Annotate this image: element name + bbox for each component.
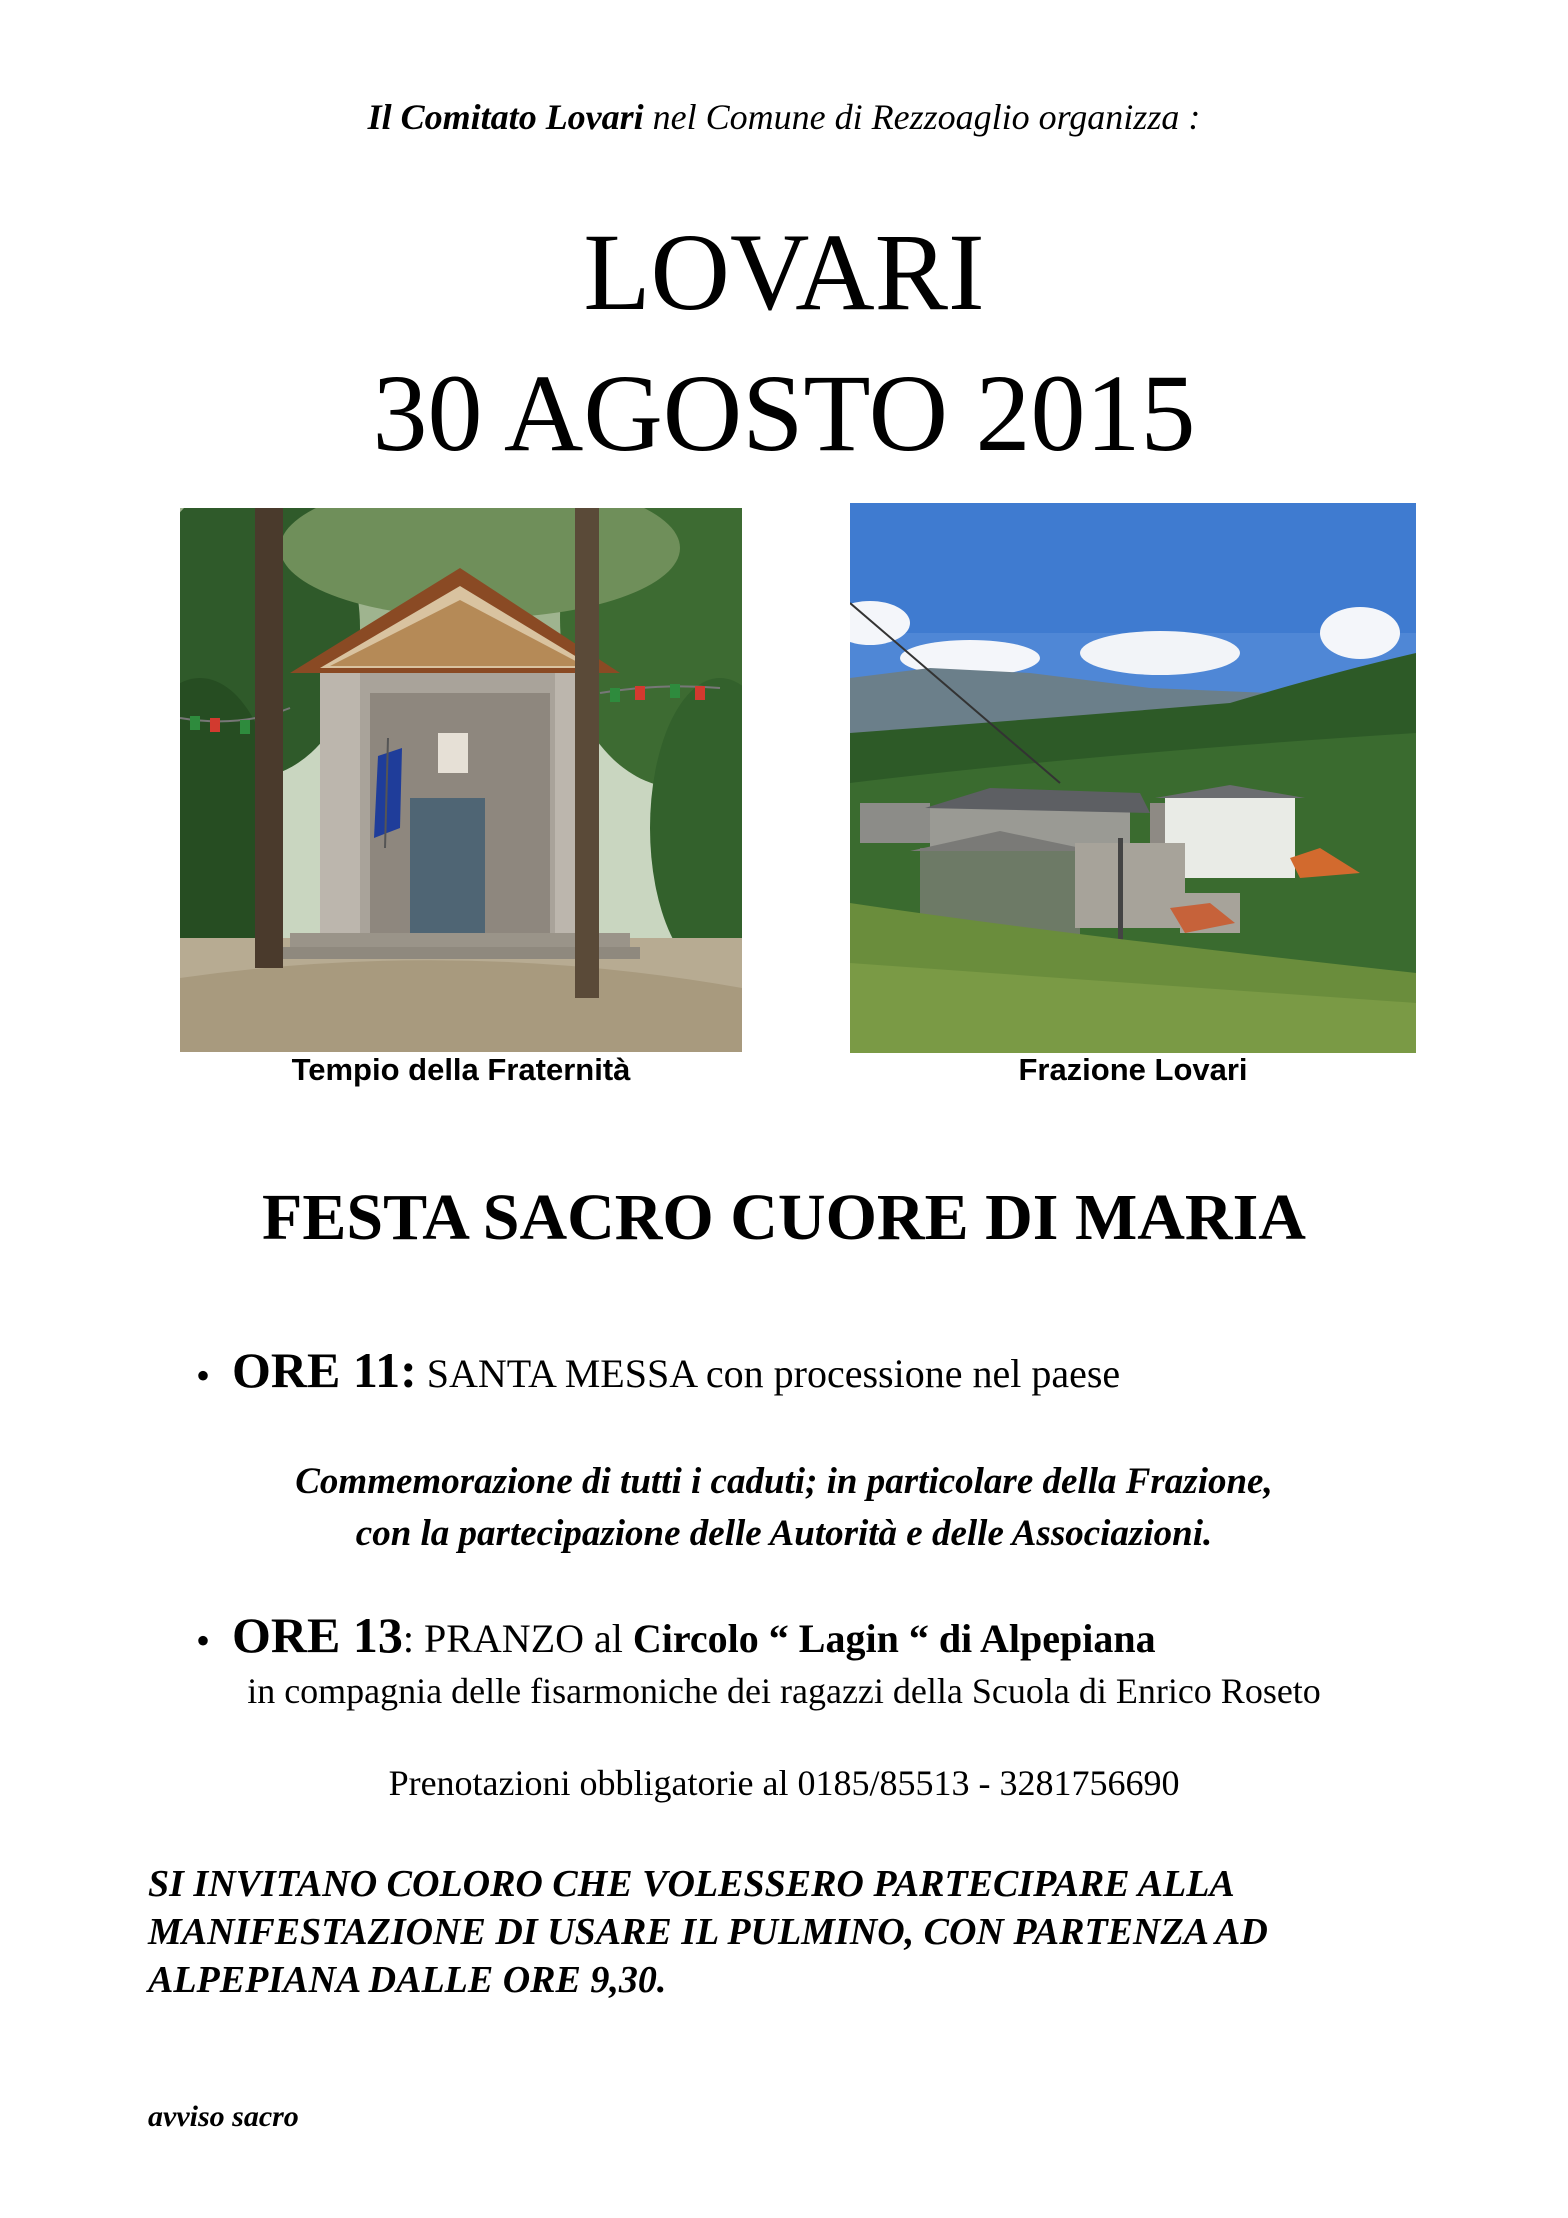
item-time: ORE 11: [232, 1342, 417, 1398]
festa-title: FESTA SACRO CUORE DI MARIA [262, 1181, 1306, 1254]
village-caption: Frazione Lovari [1018, 1052, 1248, 1087]
organizer-rest: nel Comune di Rezzoaglio organizza : [643, 97, 1201, 137]
commemoration-note [0, 1456, 1568, 1560]
organizer-line [0, 96, 1568, 138]
bullet-icon: • [196, 1618, 211, 1664]
invitation-line-2: MANIFESTAZIONE DI USARE IL PULMINO, CON PARTENZA AD [148, 1911, 1268, 1953]
invitation-line-1: SI INVITANO COLORO CHE VOLESSERO PARTECIPARE ALLA [148, 1863, 1235, 1905]
temple-photo [180, 508, 742, 1052]
invitation-line-3: ALPEPIANA DALLE ORE 9,30. [148, 1959, 667, 2001]
invitation-notice [148, 1860, 1468, 2004]
program-item-13 [196, 1606, 1156, 1664]
event-date: 30 AGOSTO 2015 [372, 352, 1196, 474]
venue-name: Circolo “ Lagin “ di Alpepiana [632, 1616, 1156, 1661]
organizer-name: Il Comitato Lovari [367, 97, 644, 137]
commemoration-line-1: Commemorazione di tutti i caduti; in particolare della Frazione, [295, 1461, 1273, 1502]
village-photo [850, 503, 1416, 1053]
footer-note: avviso sacro [148, 2100, 299, 2133]
bullet-icon: • [196, 1353, 211, 1399]
item-text: SANTA MESSA con processione nel paese [416, 1351, 1121, 1396]
item-time: ORE 13 [232, 1607, 403, 1663]
commemoration-line-2: con la partecipazione delle Autorità e delle Associazioni. [355, 1513, 1213, 1554]
program-item-11 [196, 1341, 1120, 1399]
event-title: LOVARI [583, 211, 985, 333]
booking-info: Prenotazioni obbligatorie al 0185/85513 - 3281756690 [388, 1763, 1180, 1803]
item-text: : PRANZO al [402, 1616, 633, 1661]
temple-caption: Tempio della Fraternità [291, 1052, 631, 1087]
accompaniment-text: in compagnia delle fisarmoniche dei ragazzi della Scuola di Enrico Roseto [247, 1671, 1321, 1711]
